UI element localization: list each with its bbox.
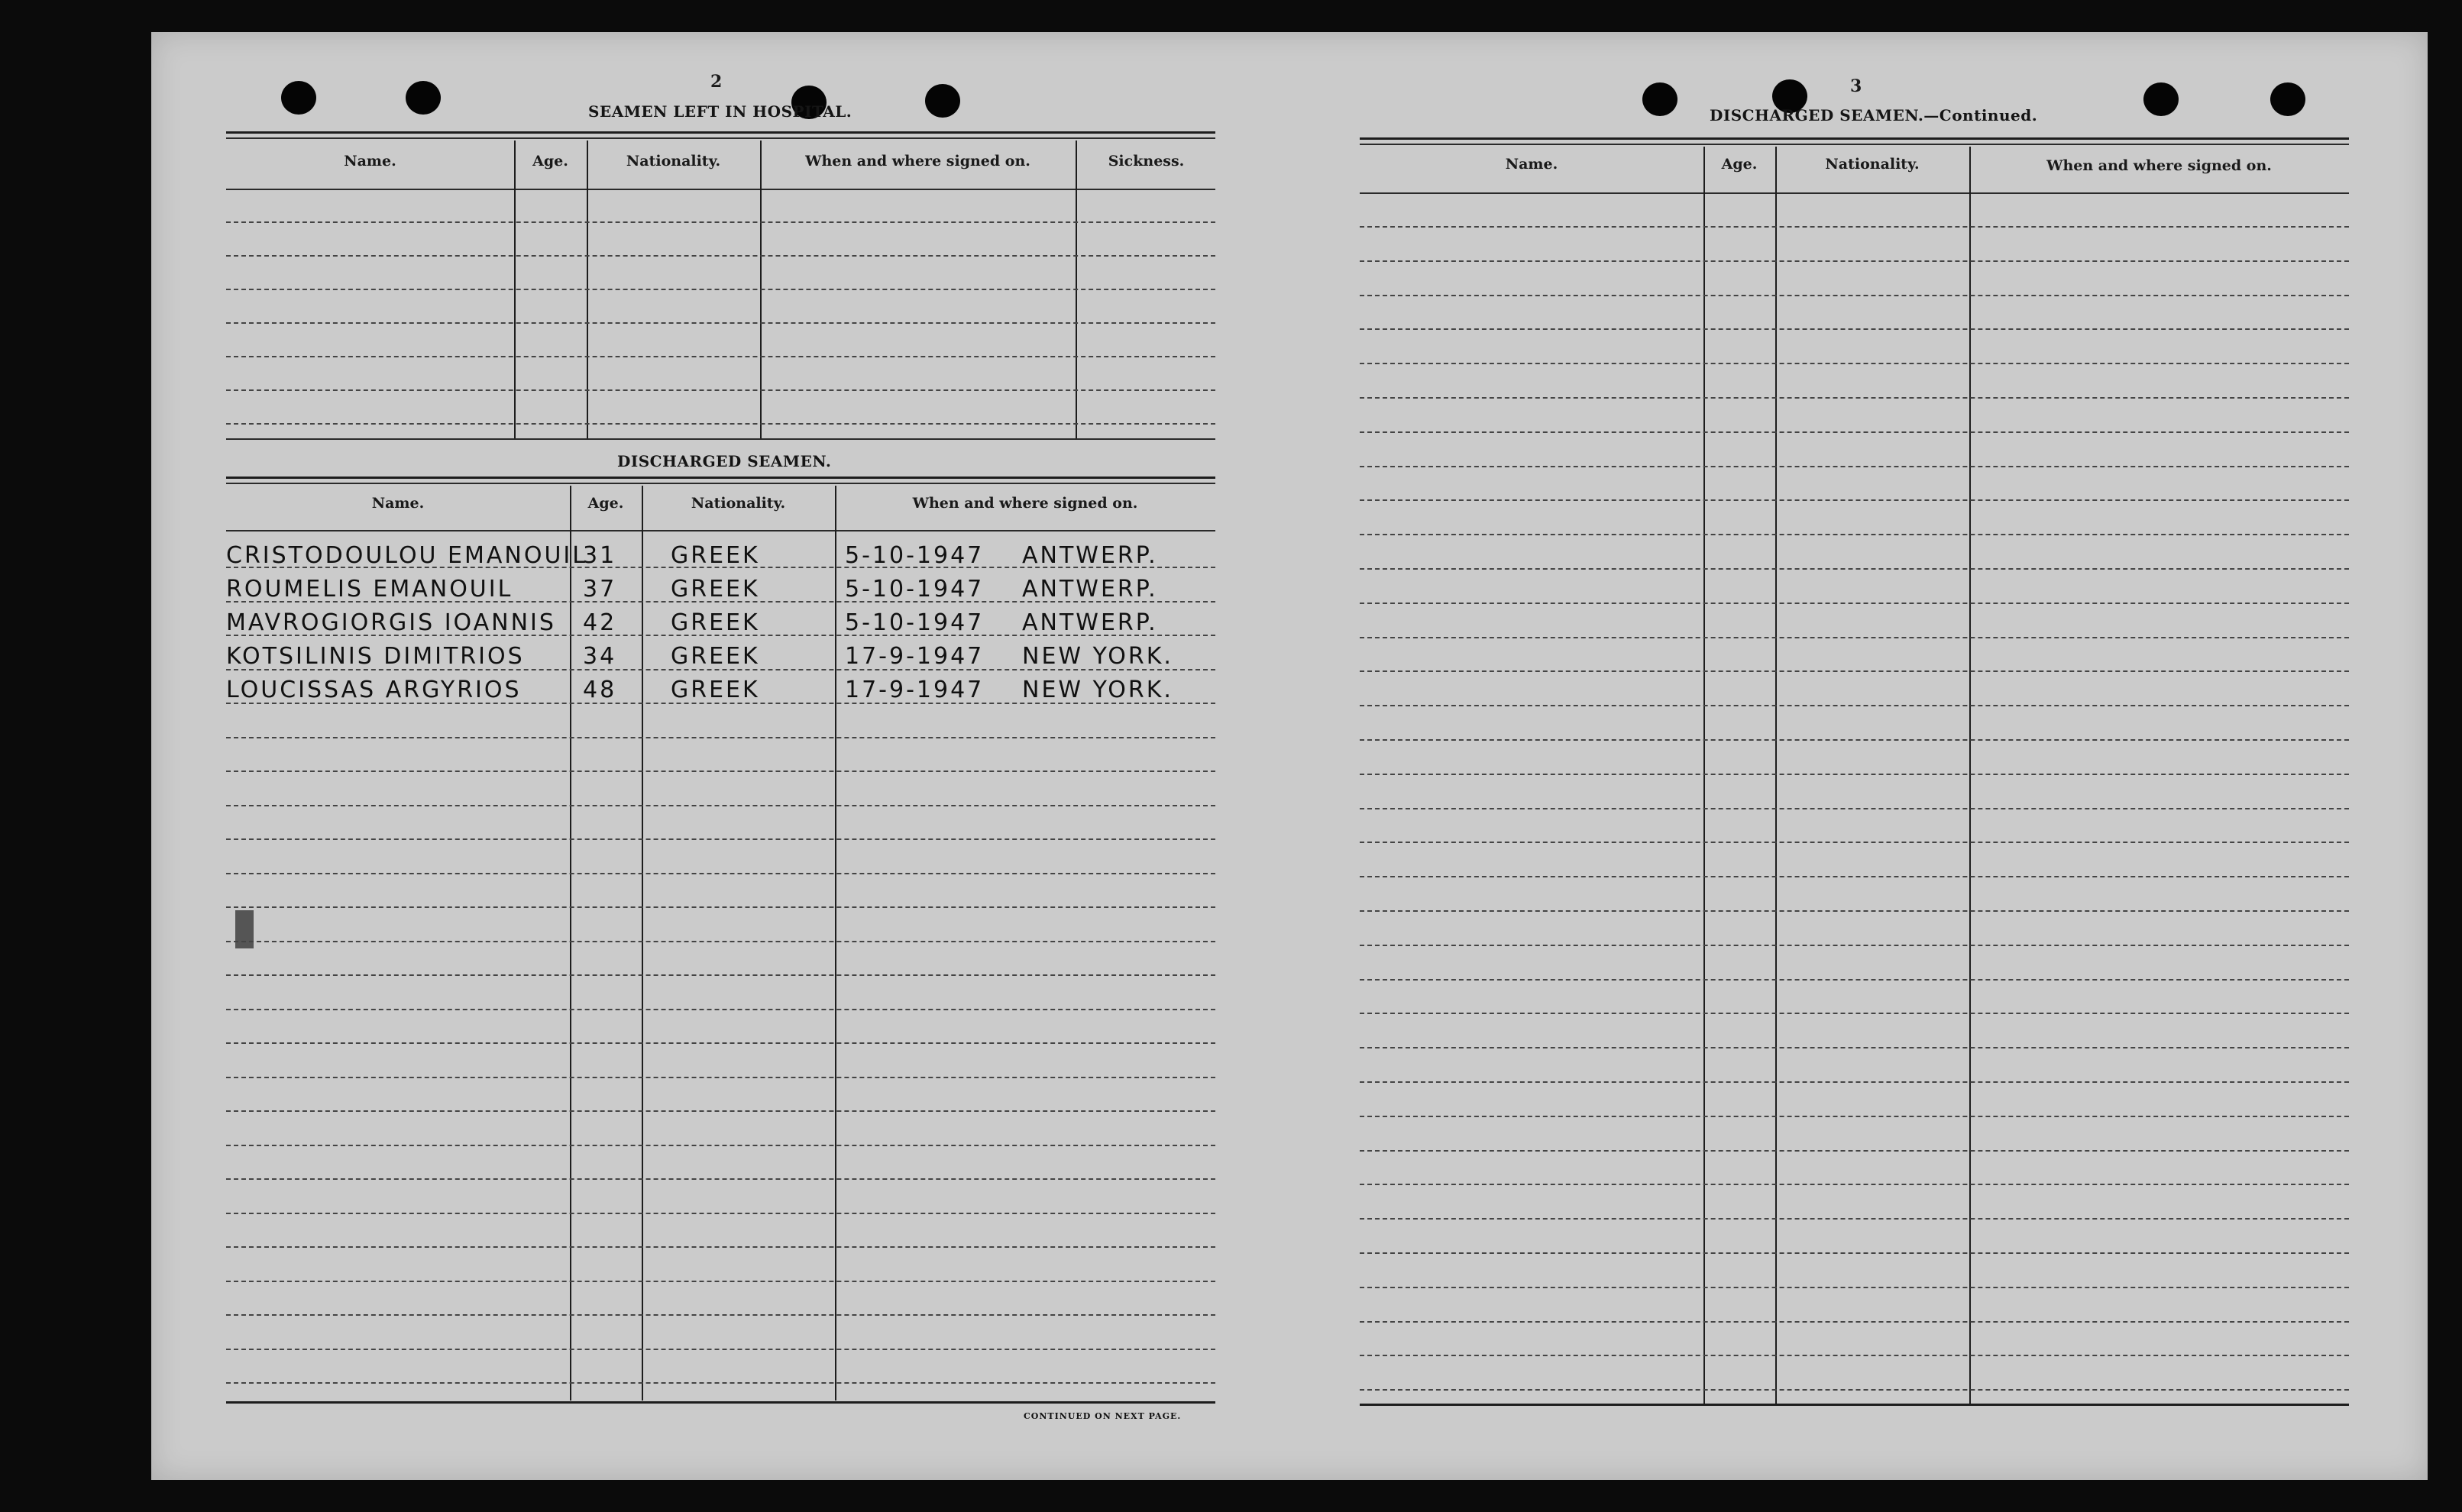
rule	[226, 483, 1215, 484]
hospital-section-title: SEAMEN LEFT IN HOSPITAL.	[588, 102, 852, 121]
ruled-row-line	[226, 1042, 1215, 1044]
ruled-row-line	[1360, 260, 2349, 262]
ruled-row-line	[226, 1382, 1215, 1384]
column-divider	[570, 486, 571, 1401]
entry-name: KOTSILINIS DIMITRIOS	[226, 643, 525, 670]
ruled-row-line	[1360, 637, 2349, 638]
ruled-row-line	[226, 1281, 1215, 1282]
ruled-row-line	[1360, 226, 2349, 228]
ruled-row-line	[226, 1314, 1215, 1316]
entry-place: ANTWERP.	[1022, 576, 1158, 603]
ruled-row-line	[226, 873, 1215, 874]
entry-nationality: GREEK	[671, 542, 760, 569]
ruled-row-line	[1360, 1184, 2349, 1185]
entry-age: 42	[583, 609, 617, 636]
entry-nationality: GREEK	[671, 643, 760, 670]
ruled-row-line	[226, 1178, 1215, 1180]
continued-note: CONTINUED ON NEXT PAGE.	[1024, 1411, 1182, 1421]
ruled-row-line	[226, 1213, 1215, 1214]
column-header-age: Age.	[532, 153, 568, 170]
entry-nationality: GREEK	[671, 576, 760, 603]
column-header-signed-on: When and where signed on.	[805, 153, 1030, 170]
ruled-row-line	[1360, 774, 2349, 775]
entry-name: MAVROGIORGIS IOANNIS	[226, 609, 556, 636]
column-header-age: Age.	[1721, 156, 1758, 173]
rule	[1360, 1404, 2349, 1406]
ruled-row-line	[1360, 1355, 2349, 1356]
ruled-row-line	[226, 805, 1215, 806]
ruled-row-line	[1360, 1013, 2349, 1014]
discharged-continued-title: DISCHARGED SEAMEN.—Continued.	[1710, 106, 2038, 124]
ruled-row-line	[1360, 670, 2349, 672]
rule	[226, 477, 1215, 479]
ruled-row-line	[226, 1110, 1215, 1112]
ruled-row-line	[1360, 1116, 2349, 1117]
entry-date: 5-10-1947	[845, 609, 985, 636]
column-divider	[1969, 147, 1971, 1404]
rule	[1360, 144, 2349, 145]
ruled-row-line	[226, 1246, 1215, 1248]
rule	[226, 131, 1215, 134]
entry-age: 48	[583, 677, 617, 703]
entry-place: NEW YORK.	[1022, 677, 1173, 703]
column-divider	[1775, 147, 1777, 1404]
discharged-section-title: DISCHARGED SEAMEN.	[617, 452, 832, 470]
entry-nationality: GREEK	[671, 609, 760, 636]
entry-place: ANTWERP.	[1022, 609, 1158, 636]
rule	[1360, 192, 2349, 194]
ruled-row-line	[226, 423, 1215, 425]
ruled-row-line	[1360, 1081, 2349, 1083]
column-divider	[642, 486, 643, 1401]
ruled-row-line	[226, 838, 1215, 840]
left-page	[151, 32, 1289, 1480]
ruled-row-line	[1360, 910, 2349, 912]
ruled-row-line	[1360, 568, 2349, 570]
entry-age: 34	[583, 643, 617, 670]
entry-date: 17-9-1947	[845, 643, 985, 670]
ruled-row-line	[226, 737, 1215, 738]
ruled-row-line	[226, 1009, 1215, 1010]
ruled-row-line	[1360, 466, 2349, 467]
ruled-row-line	[1360, 842, 2349, 843]
ruled-row-line	[1360, 979, 2349, 981]
ruled-row-line	[226, 974, 1215, 976]
right-page	[1312, 32, 2428, 1480]
ruled-row-line	[1360, 603, 2349, 604]
rule	[226, 137, 1215, 139]
ruled-row-line	[226, 255, 1215, 257]
ruled-row-line	[1360, 295, 2349, 296]
ruled-row-line	[1360, 1047, 2349, 1048]
column-header-nationality: Nationality.	[691, 495, 786, 512]
entry-date: 17-9-1947	[845, 677, 985, 703]
entry-date: 5-10-1947	[845, 542, 985, 569]
entry-place: NEW YORK.	[1022, 643, 1173, 670]
ruled-row-line	[1360, 1287, 2349, 1288]
column-divider	[835, 486, 836, 1401]
ruled-row-line	[226, 941, 1215, 942]
ruled-row-line	[226, 356, 1215, 357]
ruled-row-line	[1360, 1218, 2349, 1220]
ruled-row-line	[1360, 431, 2349, 433]
ruled-row-line	[1360, 1150, 2349, 1152]
entry-nationality: GREEK	[671, 677, 760, 703]
ruled-row-line	[226, 221, 1215, 223]
ruled-row-line	[1360, 397, 2349, 399]
column-header-nationality: Nationality.	[626, 153, 721, 170]
ruled-row-line	[1360, 705, 2349, 706]
entry-place: ANTWERP.	[1022, 542, 1158, 569]
ruled-row-line	[1360, 945, 2349, 946]
rule	[226, 530, 1215, 531]
column-header-age: Age.	[587, 495, 624, 512]
rule	[226, 1401, 1215, 1404]
ruled-row-line	[226, 1349, 1215, 1350]
column-divider	[1703, 147, 1705, 1404]
entry-age: 31	[583, 542, 617, 569]
ruled-row-line	[1360, 739, 2349, 741]
ruled-row-line	[226, 289, 1215, 290]
document-scan	[151, 32, 2428, 1480]
ruled-row-line	[226, 1145, 1215, 1146]
entry-name: ROUMELIS EMANOUIL	[226, 576, 513, 603]
ruled-row-line	[226, 906, 1215, 908]
column-header-signed-on: When and where signed on.	[912, 495, 1138, 512]
rule	[1360, 137, 2349, 140]
column-header-name: Name.	[1505, 156, 1558, 173]
ruled-row-line	[226, 322, 1215, 324]
column-header-sickness: Sickness.	[1108, 153, 1185, 170]
page-number: 3	[1850, 76, 1862, 96]
rule	[226, 189, 1215, 190]
column-header-nationality: Nationality.	[1825, 156, 1920, 173]
ruled-row-line	[1360, 534, 2349, 535]
entry-age: 37	[583, 576, 617, 603]
column-header-name: Name.	[371, 495, 425, 512]
ruled-row-line	[1360, 876, 2349, 877]
entry-name: LOUCISSAS ARGYRIOS	[226, 677, 522, 703]
page-number: 2	[710, 72, 723, 92]
ruled-row-line	[1360, 808, 2349, 809]
ruled-row-line	[1360, 499, 2349, 501]
ruled-row-line	[226, 771, 1215, 772]
ruled-row-line	[1360, 1321, 2349, 1323]
ruled-row-line	[1360, 328, 2349, 330]
ruled-row-line	[1360, 1389, 2349, 1391]
column-header-signed-on: When and where signed on.	[2046, 157, 2272, 174]
ruled-row-line	[226, 1077, 1215, 1078]
column-header-name: Name.	[344, 153, 396, 170]
ruled-row-line	[226, 389, 1215, 391]
ruled-row-line	[1360, 1252, 2349, 1254]
rule	[226, 438, 1215, 440]
ruled-row-line	[1360, 363, 2349, 364]
entry-date: 5-10-1947	[845, 576, 985, 603]
entry-name: CRISTODOULOU EMANOUIL	[226, 542, 587, 569]
